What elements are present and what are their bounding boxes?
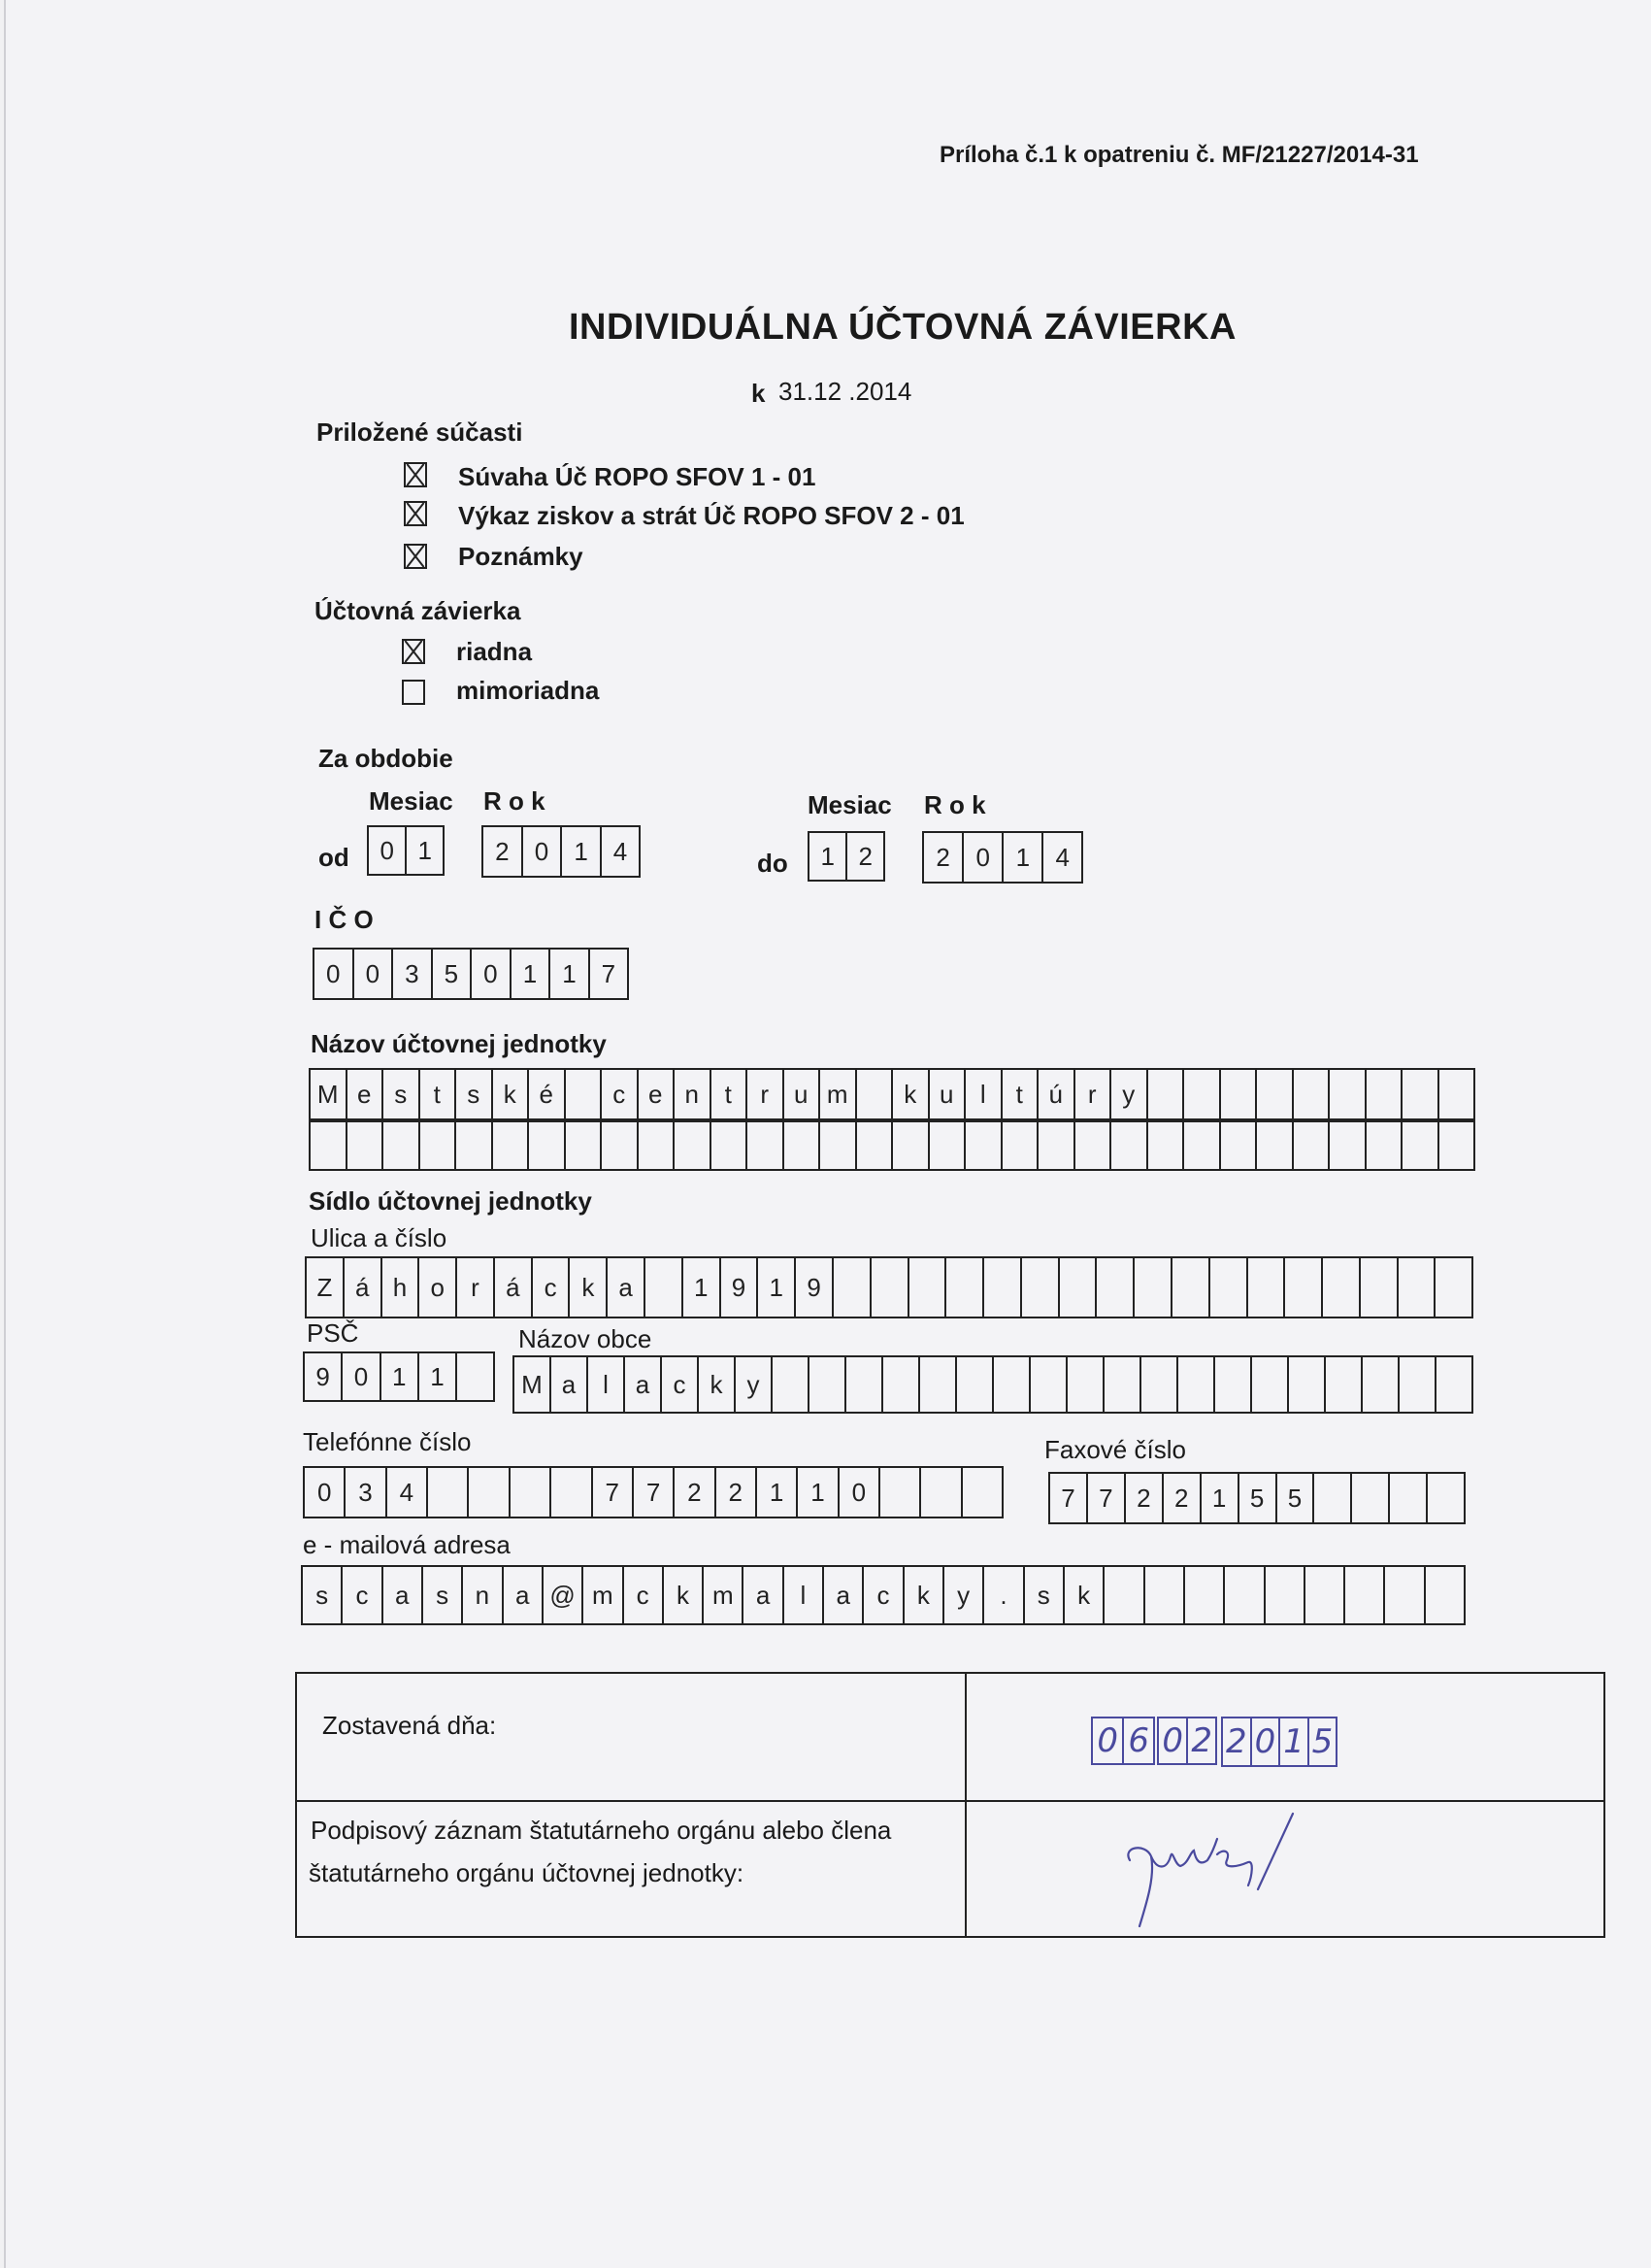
box-cell: k <box>891 1068 928 1120</box>
phone-label: Telefónne číslo <box>303 1427 472 1456</box>
signature-label-line1: Podpisový záznam štatutárneho orgánu alebo člena <box>311 1816 892 1845</box>
from-label: od <box>318 843 349 872</box>
box-cell: 2 <box>1221 1717 1250 1767</box>
to-month-label: Mesiac <box>808 790 892 819</box>
box-cell <box>1328 1068 1365 1120</box>
box-cell <box>564 1120 601 1171</box>
box-cell <box>745 1120 782 1171</box>
box-cell <box>1435 1355 1473 1414</box>
box-cell: 1 <box>1200 1472 1238 1524</box>
box-cell: r <box>745 1068 782 1120</box>
box-cell <box>1020 1256 1058 1318</box>
box-cell: 0 <box>838 1466 878 1518</box>
box-cell <box>1292 1120 1329 1171</box>
box-cell: 1 <box>796 1466 837 1518</box>
box-cell: c <box>341 1565 380 1625</box>
attached-part-poznamky: Poznámky <box>458 542 583 571</box>
attached-part-suvaha: Súvaha Úč ROPO SFOV 1 - 01 <box>458 462 816 491</box>
box-cell: 6 <box>1122 1717 1155 1765</box>
from-month-label: Mesiac <box>369 786 453 816</box>
box-cell <box>1437 1120 1475 1171</box>
box-cell: 2 <box>1186 1717 1217 1765</box>
box-cell: @ <box>542 1565 581 1625</box>
box-cell <box>918 1355 955 1414</box>
box-cell <box>1208 1256 1246 1318</box>
box-cell: l <box>964 1068 1001 1120</box>
box-cell <box>808 1355 844 1414</box>
box-cell <box>1183 1565 1223 1625</box>
box-cell: 1 <box>417 1351 455 1402</box>
box-cell: l <box>586 1355 623 1414</box>
attached-parts-label: Priložené súčasti <box>316 417 523 447</box>
box-cell <box>673 1120 710 1171</box>
box-cell: 1 <box>808 831 845 882</box>
box-cell: a <box>381 1565 421 1625</box>
to-month-boxes[interactable] <box>808 831 885 882</box>
box-cell: ú <box>1037 1068 1073 1120</box>
box-cell: k <box>568 1256 606 1318</box>
box-cell <box>832 1256 870 1318</box>
box-cell <box>1361 1355 1398 1414</box>
box-cell <box>1324 1355 1361 1414</box>
address-label: Sídlo účtovnej jednotky <box>309 1186 592 1216</box>
box-cell <box>1321 1256 1359 1318</box>
box-cell: 7 <box>591 1466 632 1518</box>
box-cell <box>1219 1120 1256 1171</box>
box-cell: 7 <box>1048 1472 1086 1524</box>
box-cell: c <box>622 1565 662 1625</box>
box-cell <box>1073 1120 1110 1171</box>
from-year-boxes[interactable] <box>481 825 641 878</box>
box-cell: a <box>606 1256 644 1318</box>
box-cell: n <box>673 1068 710 1120</box>
date-value: 31.12 .2014 <box>778 377 912 406</box>
box-cell: 1 <box>756 1256 794 1318</box>
box-cell: 3 <box>344 1466 384 1518</box>
box-cell: 2 <box>1162 1472 1200 1524</box>
box-cell: 0 <box>962 831 1002 884</box>
box-cell: 2 <box>673 1466 713 1518</box>
box-cell: 5 <box>1238 1472 1275 1524</box>
box-cell: s <box>381 1068 418 1120</box>
box-cell: . <box>982 1565 1022 1625</box>
box-cell: t <box>710 1068 746 1120</box>
box-cell <box>1426 1472 1466 1524</box>
box-cell <box>1182 1120 1219 1171</box>
box-cell <box>1383 1565 1423 1625</box>
box-cell <box>1146 1120 1183 1171</box>
signoff-table <box>295 1672 1605 1938</box>
box-cell: y <box>942 1565 982 1625</box>
box-cell <box>1424 1565 1466 1625</box>
box-cell <box>818 1120 855 1171</box>
box-cell: k <box>491 1068 528 1120</box>
box-cell: Z <box>305 1256 343 1318</box>
period-label: Za obdobie <box>318 744 453 773</box>
box-cell: k <box>697 1355 734 1414</box>
box-cell: 9 <box>303 1351 341 1402</box>
box-cell: y <box>1109 1068 1146 1120</box>
box-cell: 3 <box>391 948 431 1000</box>
box-cell <box>509 1466 549 1518</box>
box-cell: 0 <box>303 1466 344 1518</box>
box-cell <box>1103 1565 1142 1625</box>
box-cell <box>1001 1120 1038 1171</box>
table-divider-horizontal <box>297 1800 1603 1802</box>
box-cell: 1 <box>681 1256 719 1318</box>
box-cell <box>426 1466 467 1518</box>
box-cell <box>1343 1565 1383 1625</box>
entity-name-row-2[interactable] <box>309 1120 1475 1171</box>
box-cell: h <box>380 1256 418 1318</box>
box-cell: k <box>903 1565 942 1625</box>
box-cell: 4 <box>385 1466 426 1518</box>
box-cell: 7 <box>632 1466 673 1518</box>
box-cell <box>1219 1068 1256 1120</box>
ico-label: I Č O <box>314 905 374 934</box>
handwritten-signature <box>1103 1800 1316 1936</box>
box-cell: t <box>418 1068 455 1120</box>
box-cell <box>881 1355 918 1414</box>
box-cell <box>527 1120 564 1171</box>
box-cell <box>1255 1068 1292 1120</box>
box-cell: u <box>782 1068 819 1120</box>
box-cell <box>381 1120 418 1171</box>
box-cell <box>1401 1068 1437 1120</box>
box-cell: y <box>734 1355 771 1414</box>
city-label: Názov obce <box>518 1324 652 1353</box>
box-cell: 1 <box>560 825 600 878</box>
box-cell: 5 <box>1307 1717 1337 1767</box>
to-year-label: R o k <box>924 790 986 819</box>
box-cell <box>1066 1355 1103 1414</box>
attached-part-vykaz: Výkaz ziskov a strát Úč ROPO SFOV 2 - 01 <box>458 501 965 530</box>
box-cell: 9 <box>794 1256 832 1318</box>
box-cell: é <box>527 1068 564 1120</box>
box-cell: 1 <box>405 825 445 876</box>
box-cell: m <box>581 1565 621 1625</box>
box-cell: 4 <box>1041 831 1083 884</box>
checkbox-suvaha[interactable] <box>404 462 427 487</box>
psc-boxes[interactable] <box>303 1351 495 1402</box>
box-cell: 2 <box>922 831 962 884</box>
box-cell <box>1171 1256 1208 1318</box>
box-cell <box>1103 1355 1139 1414</box>
city-boxes[interactable] <box>512 1355 1473 1414</box>
box-cell: 1 <box>1002 831 1041 884</box>
entity-name-row-1[interactable] <box>309 1068 1475 1120</box>
box-cell <box>919 1466 960 1518</box>
box-cell: 4 <box>600 825 641 878</box>
box-cell: 5 <box>1275 1472 1313 1524</box>
box-cell <box>1109 1120 1146 1171</box>
box-cell <box>982 1256 1020 1318</box>
form-sheet <box>4 0 1651 2268</box>
box-cell <box>1176 1355 1213 1414</box>
box-cell <box>1292 1068 1329 1120</box>
box-cell <box>992 1355 1029 1414</box>
box-cell: r <box>455 1256 493 1318</box>
box-cell <box>1264 1565 1304 1625</box>
box-cell: k <box>662 1565 702 1625</box>
table-divider-vertical <box>965 1674 967 1936</box>
box-cell <box>309 1120 346 1171</box>
box-cell <box>891 1120 928 1171</box>
box-cell <box>870 1256 908 1318</box>
box-cell <box>346 1120 382 1171</box>
box-cell: 0 <box>1250 1717 1279 1767</box>
box-cell <box>1365 1120 1402 1171</box>
phone-boxes[interactable] <box>303 1466 1004 1518</box>
box-cell <box>1434 1256 1473 1318</box>
box-cell: á <box>343 1256 380 1318</box>
box-cell <box>644 1256 681 1318</box>
box-cell: m <box>702 1565 742 1625</box>
box-cell <box>1283 1256 1321 1318</box>
box-cell <box>600 1120 637 1171</box>
box-cell <box>1146 1068 1183 1120</box>
box-cell <box>1037 1120 1073 1171</box>
box-cell: s <box>301 1565 341 1625</box>
date-prefix: k <box>751 379 766 408</box>
box-cell <box>1143 1565 1183 1625</box>
box-cell: 9 <box>719 1256 757 1318</box>
box-cell <box>491 1120 528 1171</box>
box-cell: c <box>862 1565 902 1625</box>
box-cell: 0 <box>367 825 405 876</box>
box-cell <box>1058 1256 1096 1318</box>
psc-label: PSČ <box>307 1318 359 1348</box>
box-cell <box>1365 1068 1402 1120</box>
box-cell: 2 <box>845 831 885 882</box>
street-label: Ulica a číslo <box>311 1223 447 1252</box>
box-cell <box>1312 1472 1350 1524</box>
box-cell <box>710 1120 746 1171</box>
box-cell: 0 <box>1091 1717 1122 1765</box>
box-cell: a <box>502 1565 542 1625</box>
box-cell <box>961 1466 1004 1518</box>
compiled-day-boxes[interactable] <box>1091 1717 1155 1765</box>
box-cell: c <box>660 1355 697 1414</box>
box-cell: 7 <box>588 948 629 1000</box>
compiled-year-boxes[interactable] <box>1221 1717 1337 1767</box>
box-cell: a <box>549 1355 586 1414</box>
box-cell: 0 <box>470 948 510 1000</box>
box-cell <box>1182 1068 1219 1120</box>
box-cell <box>844 1355 881 1414</box>
box-cell: t <box>1001 1068 1038 1120</box>
box-cell <box>771 1355 808 1414</box>
box-cell: c <box>600 1068 637 1120</box>
box-cell <box>878 1466 919 1518</box>
from-year-label: R o k <box>483 786 545 816</box>
box-cell: s <box>454 1068 491 1120</box>
box-cell: 7 <box>1086 1472 1124 1524</box>
entity-name-label: Názov účtovnej jednotky <box>311 1029 607 1058</box>
box-cell <box>1250 1355 1287 1414</box>
box-cell: o <box>417 1256 455 1318</box>
box-cell: s <box>421 1565 461 1625</box>
box-cell <box>1350 1472 1388 1524</box>
box-cell: u <box>928 1068 965 1120</box>
option-mimoriadna: mimoriadna <box>456 676 600 705</box>
box-cell <box>782 1120 819 1171</box>
box-cell <box>1213 1355 1250 1414</box>
box-cell: 1 <box>380 1351 417 1402</box>
checkbox-poznamky[interactable] <box>404 544 427 569</box>
street-boxes[interactable] <box>305 1256 1473 1318</box>
box-cell <box>1401 1120 1437 1171</box>
compiled-label: Zostavená dňa: <box>322 1711 497 1740</box>
box-cell <box>908 1256 945 1318</box>
box-cell: 0 <box>313 948 352 1000</box>
checkbox-vykaz[interactable] <box>404 501 427 526</box>
box-cell: a <box>742 1565 781 1625</box>
box-cell <box>1139 1355 1176 1414</box>
box-cell: 1 <box>755 1466 796 1518</box>
box-cell: n <box>461 1565 501 1625</box>
box-cell <box>944 1256 982 1318</box>
box-cell: 1 <box>510 948 549 1000</box>
box-cell: 0 <box>521 825 561 878</box>
email-label: e - mailová adresa <box>303 1530 511 1559</box>
box-cell: 2 <box>714 1466 755 1518</box>
box-cell: m <box>818 1068 855 1120</box>
box-cell <box>1255 1120 1292 1171</box>
box-cell <box>637 1120 674 1171</box>
box-cell: 0 <box>341 1351 379 1402</box>
box-cell: 2 <box>481 825 521 878</box>
box-cell: a <box>623 1355 660 1414</box>
from-month-boxes[interactable] <box>367 825 445 876</box>
option-riadna: riadna <box>456 637 533 666</box>
box-cell <box>1397 1256 1435 1318</box>
box-cell: a <box>822 1565 862 1625</box>
box-cell <box>418 1120 455 1171</box>
statement-type-label: Účtovná závierka <box>314 596 521 625</box>
box-cell: l <box>782 1565 822 1625</box>
box-cell <box>564 1068 601 1120</box>
box-cell: e <box>637 1068 674 1120</box>
box-cell <box>1359 1256 1397 1318</box>
box-cell <box>964 1120 1001 1171</box>
box-cell: M <box>512 1355 549 1414</box>
box-cell: k <box>1063 1565 1103 1625</box>
box-cell <box>454 1120 491 1171</box>
box-cell: 5 <box>431 948 471 1000</box>
checkbox-mimoriadna[interactable] <box>402 680 425 705</box>
box-cell <box>1437 1068 1475 1120</box>
to-year-boxes[interactable] <box>922 831 1083 884</box>
box-cell: 1 <box>1278 1717 1307 1767</box>
box-cell <box>467 1466 508 1518</box>
checkbox-riadna[interactable] <box>402 639 425 664</box>
to-label: do <box>757 849 788 878</box>
box-cell: r <box>1073 1068 1110 1120</box>
box-cell <box>928 1120 965 1171</box>
box-cell <box>1095 1256 1133 1318</box>
fax-boxes[interactable] <box>1048 1472 1466 1524</box>
box-cell: e <box>346 1068 382 1120</box>
box-cell <box>455 1351 495 1402</box>
box-cell: á <box>493 1256 531 1318</box>
box-cell <box>1398 1355 1435 1414</box>
box-cell: M <box>309 1068 346 1120</box>
box-cell <box>1223 1565 1263 1625</box>
box-cell <box>855 1068 892 1120</box>
box-cell: 1 <box>548 948 588 1000</box>
box-cell: 2 <box>1124 1472 1162 1524</box>
box-cell <box>1304 1565 1343 1625</box>
signature-label-line2: štatutárneho orgánu účtovnej jednotky: <box>309 1858 744 1887</box>
box-cell <box>1246 1256 1284 1318</box>
box-cell: 0 <box>352 948 392 1000</box>
box-cell <box>1287 1355 1324 1414</box>
compiled-month-boxes[interactable] <box>1157 1717 1217 1765</box>
fax-label: Faxové číslo <box>1044 1435 1186 1464</box>
box-cell <box>549 1466 590 1518</box>
email-boxes[interactable] <box>301 1565 1466 1625</box>
attachment-note: Príloha č.1 k opatreniu č. MF/21227/2014-31 <box>940 142 1419 168</box>
box-cell <box>1029 1355 1066 1414</box>
box-cell: s <box>1023 1565 1063 1625</box>
page-title: INDIVIDUÁLNA ÚČTOVNÁ ZÁVIERKA <box>569 307 1237 348</box>
box-cell <box>855 1120 892 1171</box>
box-cell: c <box>531 1256 569 1318</box>
box-cell <box>1328 1120 1365 1171</box>
box-cell <box>1388 1472 1426 1524</box>
box-cell: 0 <box>1157 1717 1186 1765</box>
ico-boxes[interactable] <box>313 948 629 1000</box>
box-cell <box>955 1355 992 1414</box>
box-cell <box>1133 1256 1171 1318</box>
